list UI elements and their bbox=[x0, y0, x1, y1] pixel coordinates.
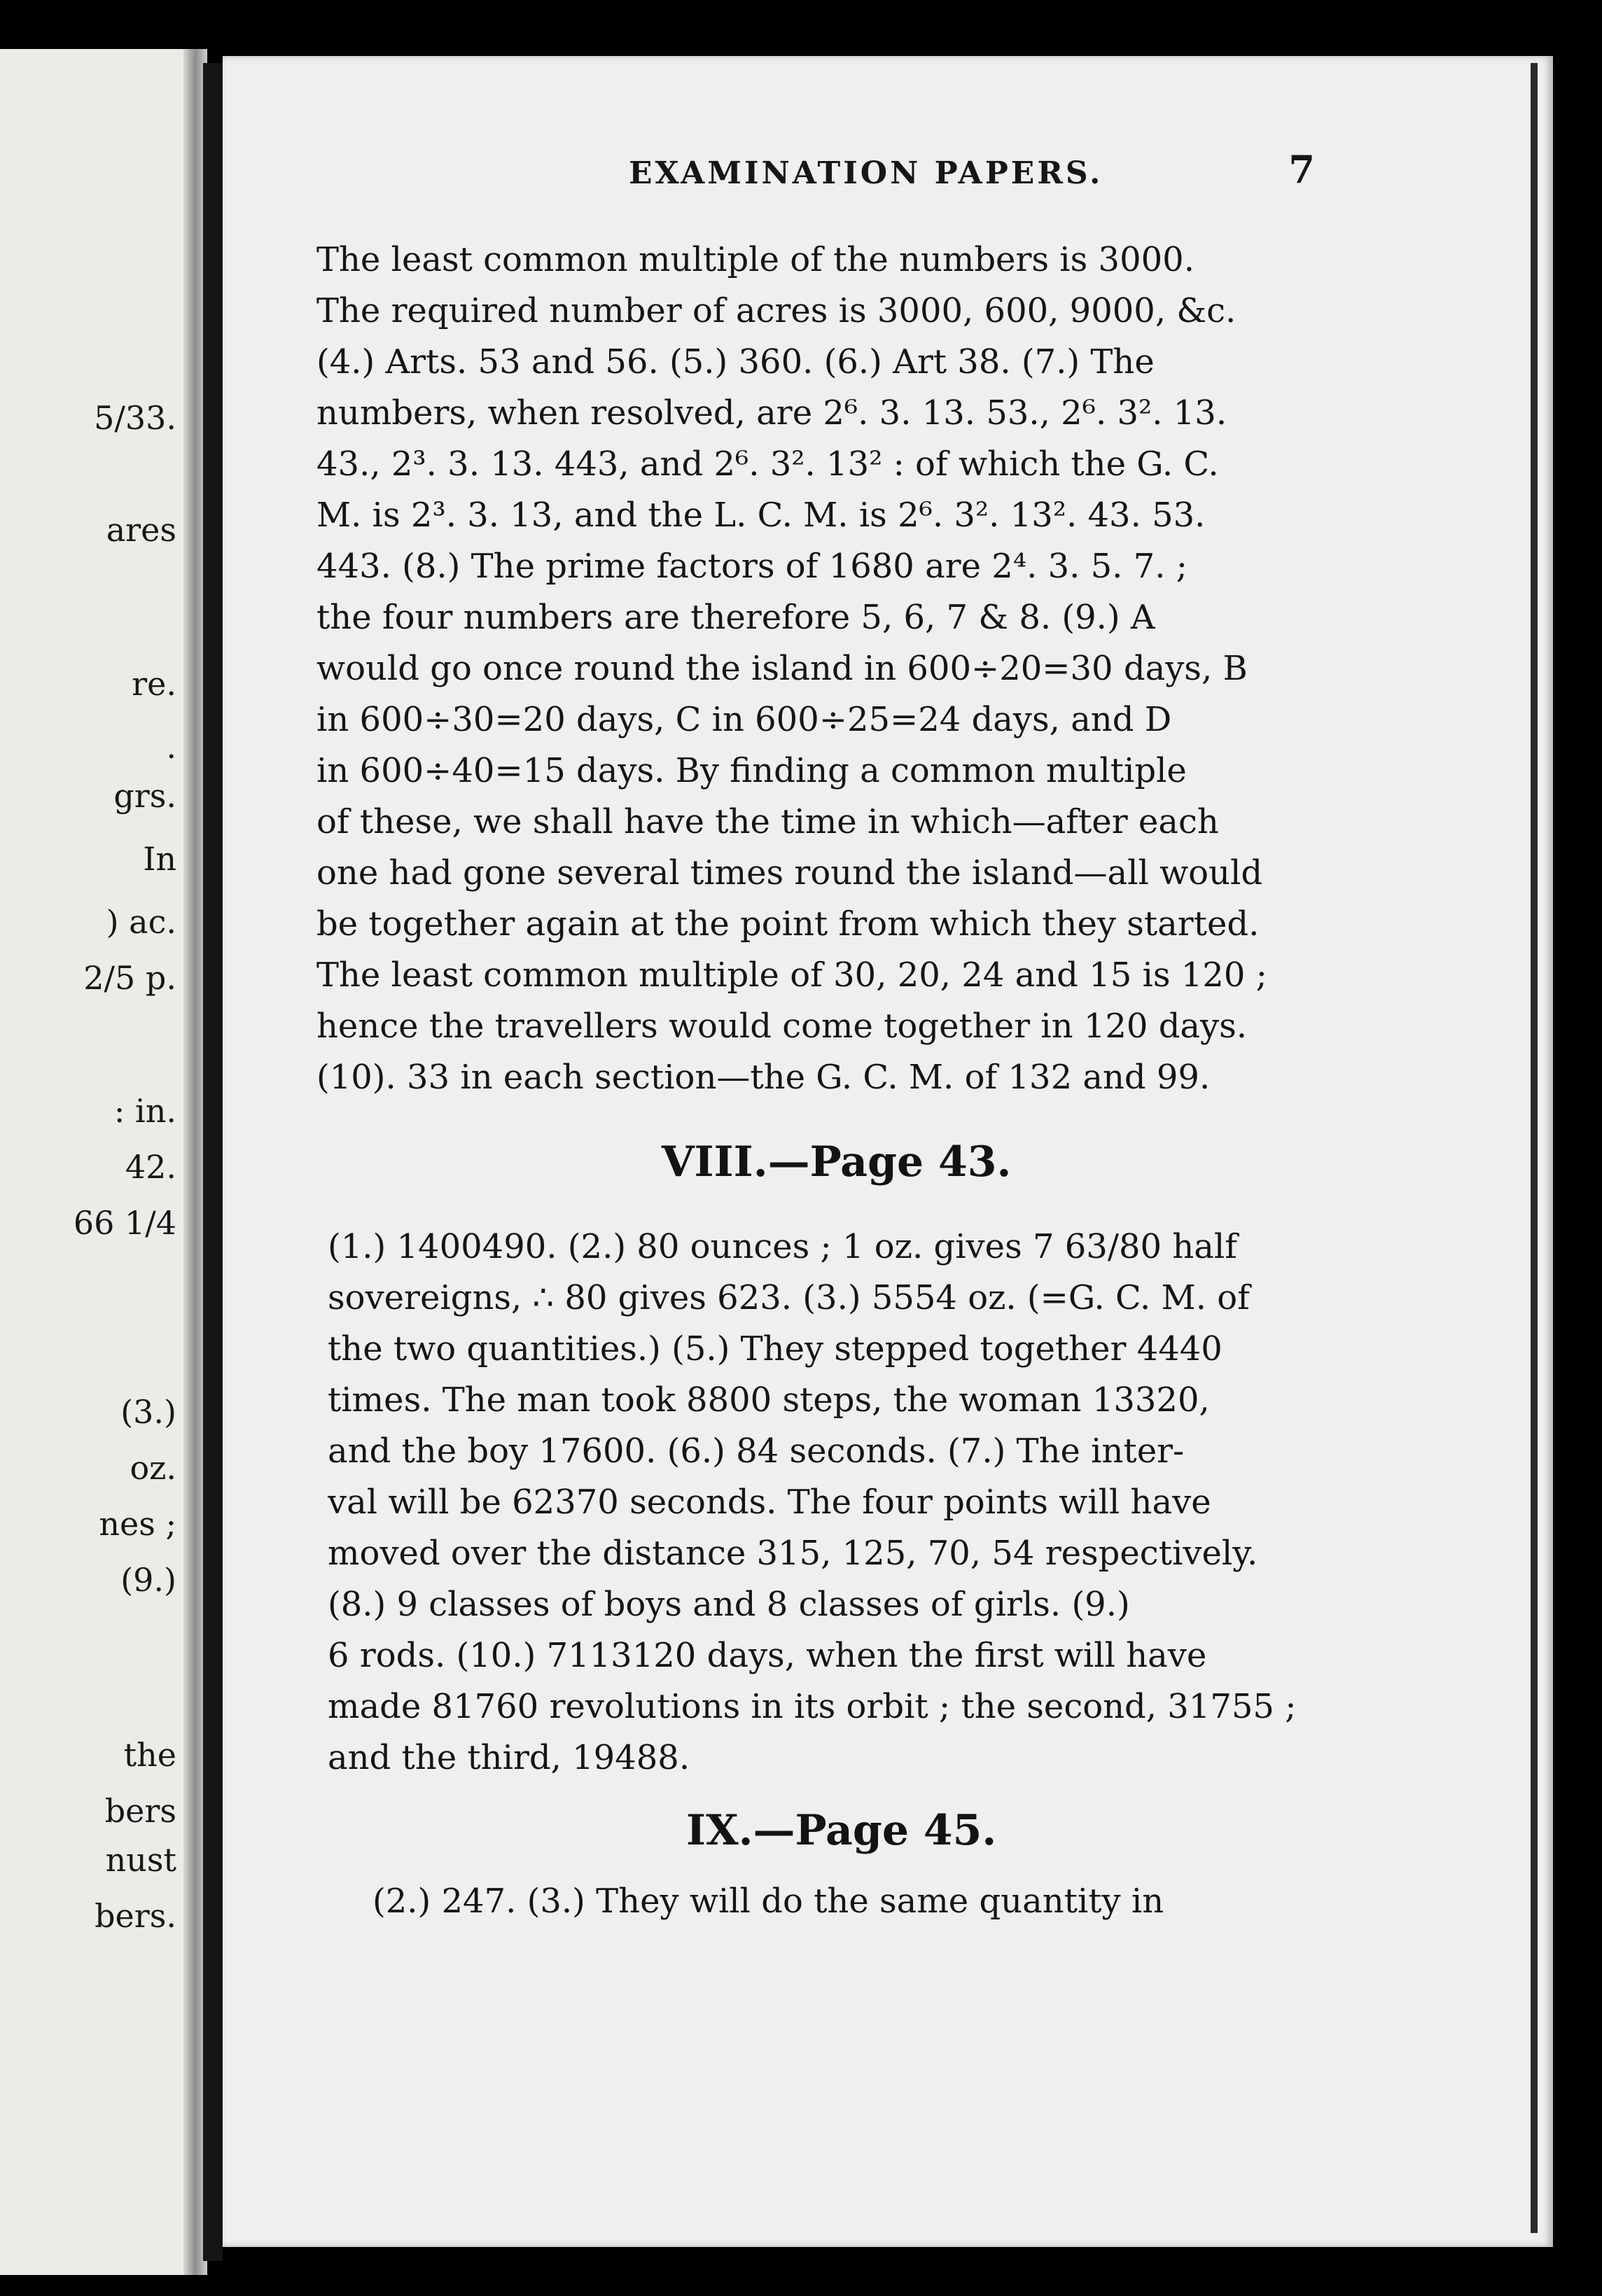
text-line: made 81760 revolutions in its orbit ; the second, 31755 ; bbox=[328, 1687, 1297, 1726]
left-fragment: ares bbox=[106, 511, 176, 549]
left-fragment: re. bbox=[132, 665, 176, 703]
text-line: numbers, when resolved, are 2⁶. 3. 13. 53., 2⁶. 3². 13. bbox=[316, 393, 1227, 433]
text-line: (1.) 1400490. (2.) 80 ounces ; 1 oz. gives 7 63/80 half bbox=[328, 1227, 1237, 1266]
text-line: (4.) Arts. 53 and 56. (5.) 360. (6.) Art 38. (7.) The bbox=[316, 342, 1155, 382]
text-line: 43., 2³. 3. 13. 443, and 2⁶. 3². 13² : of which the G. C. bbox=[316, 444, 1219, 484]
text-line: of these, we shall have the time in which—after each bbox=[316, 802, 1219, 841]
left-fragment: In bbox=[143, 840, 176, 878]
left-fragment: 5/33. bbox=[94, 399, 176, 437]
text-line: the four numbers are therefore 5, 6, 7 & 8. (9.) A bbox=[316, 598, 1155, 637]
text-line: val will be 62370 seconds. The four points will have bbox=[328, 1483, 1211, 1522]
text-line: the two quantities.) (5.) They stepped together 4440 bbox=[328, 1329, 1223, 1368]
text-line: The least common multiple of the numbers is 3000. bbox=[316, 240, 1194, 279]
left-fragment: the bbox=[123, 1736, 176, 1774]
text-line: one had gone several times round the island—all would bbox=[316, 853, 1263, 892]
left-fragment: ) ac. bbox=[106, 903, 176, 941]
text-line: M. is 2³. 3. 13, and the L. C. M. is 2⁶. 3². 13². 43. 53. bbox=[316, 496, 1206, 535]
page-number: 7 bbox=[1288, 147, 1315, 192]
text-line: (8.) 9 classes of boys and 8 classes of girls. (9.) bbox=[328, 1585, 1130, 1624]
text-line: moved over the distance 315, 125, 70, 54 respectively. bbox=[328, 1534, 1258, 1573]
page-edge bbox=[1531, 63, 1538, 2233]
text-line: in 600÷40=15 days. By finding a common multiple bbox=[316, 751, 1187, 790]
section-heading-ix: IX.—Page 45. bbox=[686, 1806, 997, 1855]
text-line: and the boy 17600. (6.) 84 seconds. (7.) The inter- bbox=[328, 1432, 1185, 1471]
left-fragment: oz. bbox=[130, 1449, 176, 1487]
left-fragment: : in. bbox=[113, 1092, 176, 1130]
text-line: and the third, 19488. bbox=[328, 1738, 690, 1777]
left-fragment: . bbox=[166, 728, 176, 766]
text-line: The required number of acres is 3000, 600, 9000, &c. bbox=[316, 291, 1237, 330]
text-line: 443. (8.) The prime factors of 1680 are 2⁴. 3. 5. 7. ; bbox=[316, 547, 1187, 586]
left-fragment: (9.) bbox=[120, 1561, 176, 1599]
answers-viii bbox=[328, 1222, 1343, 1784]
left-fragment: bers bbox=[104, 1792, 176, 1830]
section-heading-viii: VIII.—Page 43. bbox=[662, 1138, 1012, 1186]
text-line: would go once round the island in 600÷20=30 days, B bbox=[316, 649, 1248, 688]
left-fragment: 2/5 p. bbox=[83, 959, 176, 997]
answers-ix bbox=[372, 1876, 1353, 1927]
gutter-shadow bbox=[203, 63, 223, 2261]
left-fragment: 42. bbox=[125, 1148, 176, 1186]
previous-page-fragment bbox=[0, 49, 183, 2275]
left-fragment: bers. bbox=[95, 1897, 176, 1935]
left-fragment: nust bbox=[105, 1841, 176, 1879]
running-title: EXAMINATION PAPERS. bbox=[629, 155, 1103, 191]
text-line: sovereigns, ∴ 80 gives 623. (3.) 5554 oz. (=G. C. M. of bbox=[328, 1278, 1250, 1317]
text-line: The least common multiple of 30, 20, 24 and 15 is 120 ; bbox=[316, 955, 1267, 995]
text-line: in 600÷30=20 days, C in 600÷25=24 days, and D bbox=[316, 700, 1172, 739]
left-fragment: nes ; bbox=[99, 1505, 176, 1543]
running-header bbox=[405, 147, 1406, 203]
left-fragment: 66 1/4 bbox=[73, 1204, 176, 1242]
left-fragment: (3.) bbox=[120, 1393, 176, 1431]
left-fragment: grs. bbox=[113, 777, 176, 815]
text-line: 6 rods. (10.) 7113120 days, when the first will have bbox=[328, 1636, 1207, 1675]
text-line: be together again at the point from which they started. bbox=[316, 904, 1260, 944]
text-line: (2.) 247. (3.) They will do the same quantity in bbox=[372, 1882, 1164, 1921]
text-line: hence the travellers would come together in 120 days. bbox=[316, 1007, 1248, 1046]
text-line: times. The man took 8800 steps, the woman 13320, bbox=[328, 1380, 1210, 1420]
answers-vii-continued bbox=[316, 234, 1339, 1103]
text-line: (10). 33 in each section—the G. C. M. of 132 and 99. bbox=[316, 1058, 1211, 1097]
